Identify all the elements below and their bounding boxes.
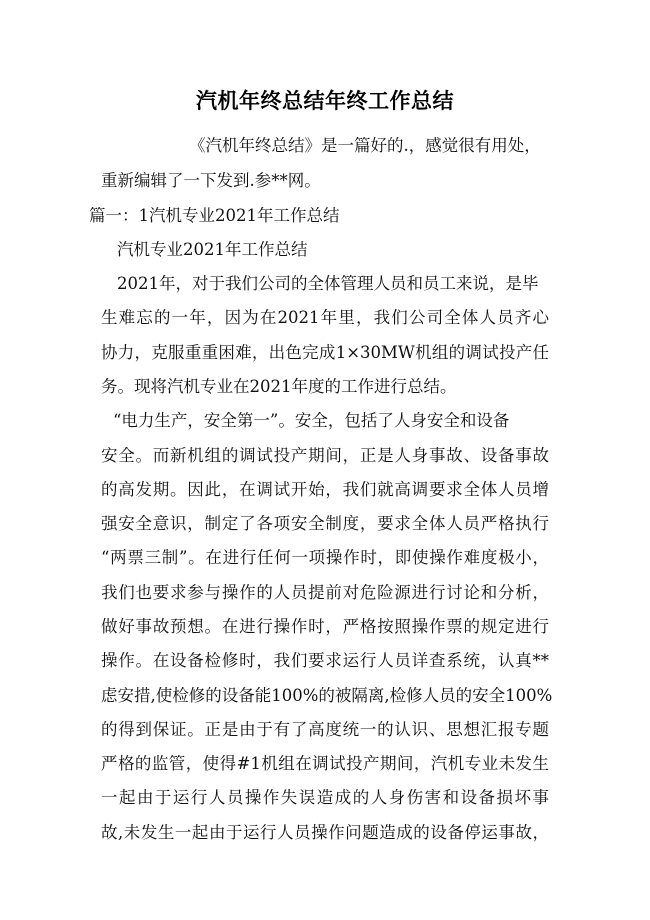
paragraph2-line-4: 强安全意识，制定了各项安全制度，要求全体人员严格执行 [101,514,549,533]
intro-line-1: 《汽机年终总结》是一篇好的.，感觉很有用处， [189,136,541,155]
paragraph2-line-10: 的得到保证。正是由于有了高度统一的认识、思想汇报专题 [101,720,549,739]
paragraph2-line-1: “电力生产，安全第一”。安全，包括了人身安全和设备 [113,411,510,430]
intro-line-2: 重新编辑了一下发到.参**网。 [101,171,321,190]
paragraph2-line-9: 虑安措,使检修的设备能100%的被隔离,检修人员的安全100% [101,686,553,705]
paragraph2-line-3: 的高发期。因此，在调试开始，我们就高调要求全体人员增 [101,480,549,499]
paragraph1-line-3: 协力，克服重重困难，出色完成1×30MW机组的调试投产任 [101,343,549,362]
paragraph2-line-11: 严格的监管，使得#1机组在调试投产期间，汽机专业未发生 [101,754,549,773]
paragraph2-line-12: 一起由于运行人员操作失误造成的人身伤害和设备损坏事 [101,788,549,807]
paragraph2-line-7: 做好事故预想。在进行操作时，严格按照操作票的规定进行 [101,617,549,636]
document-title: 汽机年终总结年终工作总结 [196,89,454,113]
section-heading: 篇一：1汽机专业2021年工作总结 [89,206,340,225]
paragraph2-line-2: 安全。而新机组的调试投产期间，正是人身事故、设备事故 [101,446,549,465]
paragraph2-line-6: 我们也要求参与操作的人员提前对危险源进行讨论和分析， [101,583,549,602]
paragraph1-line-1: 2021年，对于我们公司的全体管理人员和员工来说，是毕 [117,274,539,293]
paragraph2-line-13: 故,未发生一起由于运行人员操作问题造成的设备停运事故， [101,823,549,842]
paragraph2-line-5: “两票三制”。在进行任何一项操作时，即使操作难度极小， [101,548,549,567]
paragraph1-line-2: 生难忘的一年，因为在2021年里，我们公司全体人员齐心 [101,308,549,327]
paragraph1-line-4: 务。现将汽机专业在2021年度的工作进行总结。 [101,377,457,396]
paragraph2-line-8: 操作。在设备检修时，我们要求运行人员详查系统，认真** [101,651,549,670]
subheading: 汽机专业2021年工作总结 [117,240,308,259]
